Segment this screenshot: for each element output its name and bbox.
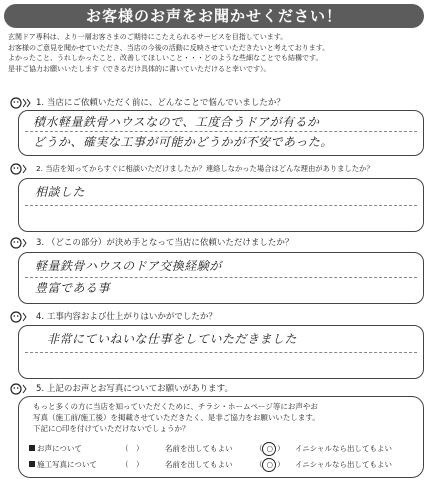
intro-line: 玄関ドア専科は、より一層お客さまのご期待にこたえられるサービスを目指しています。 [8, 33, 288, 41]
bullet-square-icon [29, 445, 35, 451]
person-icon [10, 310, 34, 324]
question-4 [10, 310, 422, 324]
handwritten-circle-mark: ○ [266, 460, 274, 469]
intro-line: お客様のご意見を聞かせていただき、当店の今後の活動に反映させていただきたいと考えております。 [8, 43, 330, 52]
handwritten-answer: 相談した [35, 185, 86, 199]
intro-line: よかったこと、うれしかったこと、改善してほしいこと・・・どのような些細なことでも結構です。 [8, 54, 323, 62]
photo-consent-box: もっと多くの方に当店を知っていただくために、チラシ・ホームページ等にお声やお 写真（施工前/施工後）を掲載させていただきたく、是非ご協力をお願いいたします。 下記に○印を付けていただけないでしょうか？ お声について （ ） 名前を出してもよい （ ○ ） イニシャルなら出してもよい 施工写真について （ ） 名前を出してもよい （ ○ ） イニシャルなら出してもよい [18, 396, 424, 478]
option-initial-ok: イニシャルなら出してもよい [295, 444, 393, 453]
handwritten-answer: 非常にていねいな仕事をしていただきました [47, 332, 298, 346]
handwritten-answer: 積水軽量鉄骨ハウスなので、工度合うドアが有るか [33, 115, 320, 129]
option-name-ok: 名前を出してもよい [165, 444, 233, 453]
option-name-ok: 名前を出してもよい [165, 460, 233, 469]
intro-line: 是非ご協力お願いいたします（できるだけ具体的に書いていただけると幸いです）。 [8, 64, 271, 73]
request-line: もっと多くの方に当店を知っていただくために、チラシ・ホームページ等にお声やお [33, 402, 318, 411]
checkbox-name[interactable]: （ ） [121, 460, 144, 469]
question-3 [10, 236, 422, 250]
person-icon [10, 382, 34, 396]
request-line: 下記に○印を付けていただけないでしょうか？ [33, 424, 190, 433]
person-icon [10, 162, 34, 176]
answer-box-4 [18, 325, 424, 379]
handwritten-answer: どうか、確実な工事が可能かどうかが不安であった。 [33, 135, 333, 149]
bullet-square-icon [29, 461, 35, 467]
question-1 [10, 96, 422, 110]
handwritten-answer: 軽量鉄骨ハウスのドア交換経験が [35, 259, 222, 273]
question-5 [10, 382, 422, 396]
question-text: 2. 当店を知ってからすぐに相談いただけましたか？連絡しなかった場合はどんな理由がありましたか？ [36, 164, 374, 173]
question-2 [10, 162, 422, 176]
intro-text [8, 32, 426, 74]
checkbox-initial[interactable]: （ ○ ） [255, 444, 285, 453]
question-text: 5. 上記のお声とお写真についてお願いがあります。 [36, 384, 233, 394]
answer-box-1 [18, 110, 424, 156]
answer-box-3 [18, 252, 424, 304]
question-text: 3. （どこの部分）が決め手となって当店に依頼いただけましたか？ [36, 238, 294, 248]
answer-box-2 [18, 178, 424, 232]
handwritten-circle-mark: ○ [266, 444, 274, 453]
person-icon [10, 96, 34, 110]
person-icon [10, 236, 34, 250]
option-initial-ok: イニシャルなら出してもよい [295, 460, 393, 469]
request-line: 写真（施工前/施工後）を掲載させていただきたく、是非ご協力をお願いいたします。 [33, 413, 320, 422]
checkbox-name[interactable]: （ ） [121, 444, 144, 453]
checkbox-initial[interactable]: （ ○ ） [255, 460, 285, 469]
question-text: 1. 当店にご依頼いただく前に、どんなことで悩んでいましたか？ [36, 96, 285, 111]
page-title-banner: お客様のお声をお聞かせください！ [4, 4, 424, 28]
handwritten-answer: 豊富である事 [35, 281, 111, 295]
question-text: 4. 工事内容および仕上がりはいかがでしたか？ [36, 312, 217, 322]
